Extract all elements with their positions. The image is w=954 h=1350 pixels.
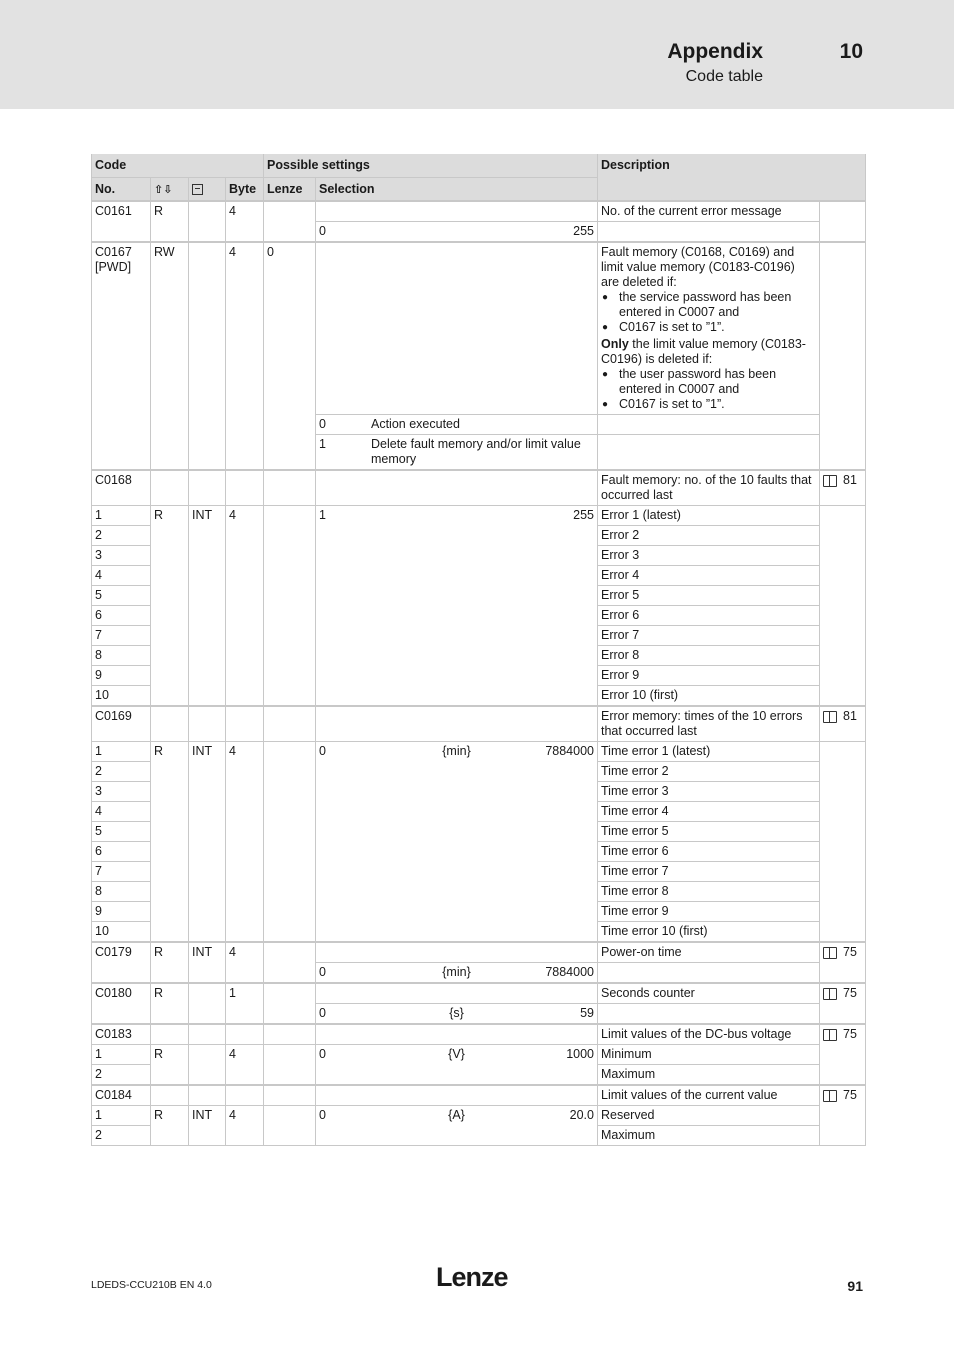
description: Fault memory: no. of the 10 faults that occurred last (598, 470, 820, 506)
description: Error 1 (latest) (598, 506, 820, 526)
table-row: 2 Error 2 (92, 526, 866, 546)
table-row (92, 742, 866, 762)
data-type: INT (189, 942, 226, 983)
col-header-save (189, 178, 226, 202)
selection-range: 0 {min} 7884000 (316, 742, 598, 943)
byte-size: 4 (226, 506, 264, 707)
subcode-number: 1 (92, 1106, 151, 1126)
col-header-description: Description (598, 154, 866, 201)
table-row (92, 1085, 866, 1106)
subcode-number: 2 (92, 1126, 151, 1146)
description: No. of the current error message (598, 201, 820, 222)
book-icon (823, 1029, 837, 1041)
table-row: 10 Error 10 (first) (92, 686, 866, 707)
data-type: INT (189, 506, 226, 707)
table-row: 3 Error 3 (92, 546, 866, 566)
page-number: 91 (847, 1278, 863, 1294)
table-row: 2 Time error 2 (92, 762, 866, 782)
access-rights: R (151, 942, 189, 983)
col-header-code: Code (92, 154, 264, 178)
book-icon (823, 711, 837, 723)
selection-range: 1 255 (316, 506, 598, 707)
access-rights: R (151, 1045, 189, 1086)
description: Limit values of the current value (598, 1085, 820, 1106)
table-row: 5 Time error 5 (92, 822, 866, 842)
table-row (92, 1106, 866, 1126)
table-row (92, 1045, 866, 1065)
access-rights: R (151, 201, 189, 242)
selection-range: 0 {V} 1000 (316, 1045, 598, 1086)
lenze-logo: Lenze (436, 1262, 508, 1292)
description: Maximum (598, 1126, 820, 1146)
col-header-lenze: Lenze (264, 178, 316, 202)
table-row: 8 Time error 8 (92, 882, 866, 902)
page-reference: 75 (820, 983, 866, 1024)
access-rights: RW (151, 242, 189, 470)
book-icon (823, 475, 837, 487)
header-band (0, 0, 954, 109)
byte-size: 4 (226, 201, 264, 242)
table-row: 5 Error 5 (92, 586, 866, 606)
description: Minimum (598, 1045, 820, 1065)
table-row: 6 Error 6 (92, 606, 866, 626)
byte-size: 1 (226, 983, 264, 1024)
access-rights: R (151, 1106, 189, 1146)
table-row: 10 Time error 10 (first) (92, 922, 866, 943)
code-number: C0180 (92, 983, 151, 1024)
table-row: 7 Time error 7 (92, 862, 866, 882)
selection-range: 0 {s} 59 (316, 1004, 598, 1025)
description: Reserved (598, 1106, 820, 1126)
description: Seconds counter (598, 983, 820, 1004)
access-rights: R (151, 742, 189, 943)
book-icon (823, 947, 837, 959)
table-row (92, 1024, 866, 1045)
table-row: 6 Time error 6 (92, 842, 866, 862)
selection-range: 0 {min} 7884000 (316, 963, 598, 984)
byte-size: 4 (226, 1106, 264, 1146)
selection-range: 0 {A} 20.0 (316, 1106, 598, 1146)
document-id: LDEDS-CCU210B EN 4.0 (91, 1279, 212, 1291)
table-row: 4 Error 4 (92, 566, 866, 586)
description: Fault memory (C0168, C0169) and limit value memory (C0183-C0196) are deleted if: ● the service password has been entered in C0007 and ● C0167 is set to ”1”. Only the limit value memory (C0183-C0196) is deleted if: ● the user password has been entered in C0007 and ● C0167 is set to ”1”. (598, 242, 820, 415)
up-down-arrows-icon: ⇧⇩ (154, 184, 173, 196)
page-reference: 75 (820, 942, 866, 983)
table-row: 3 Time error 3 (92, 782, 866, 802)
code-number: C0179 (92, 942, 151, 983)
table-row: 9 Error 9 (92, 666, 866, 686)
table-row (92, 706, 866, 742)
page-reference: 81 (820, 470, 866, 506)
code-number: C0167 [PWD] (92, 242, 151, 470)
page-reference: 81 (820, 706, 866, 742)
table-row (92, 506, 866, 526)
byte-size: 4 (226, 1045, 264, 1086)
code-number: C0168 (92, 470, 151, 506)
table-row (92, 242, 866, 415)
code-number: C0169 (92, 706, 151, 742)
data-type: INT (189, 742, 226, 943)
byte-size: 4 (226, 242, 264, 470)
access-rights: R (151, 983, 189, 1024)
description: Power-on time (598, 942, 820, 963)
book-icon (823, 1090, 837, 1102)
table-row: 9 Time error 9 (92, 902, 866, 922)
subcode-number: 2 (92, 1065, 151, 1086)
table-row (92, 983, 866, 1004)
page-reference: 75 (820, 1024, 866, 1085)
table-row: 4 Time error 4 (92, 802, 866, 822)
table-row (92, 942, 866, 963)
code-number: C0184 (92, 1085, 151, 1106)
page-reference: 75 (820, 1085, 866, 1146)
col-header-selection: Selection (316, 178, 598, 202)
col-header-rw (151, 178, 189, 202)
selection-range: 0 255 (316, 222, 598, 243)
byte-size: 4 (226, 742, 264, 943)
code-table (91, 154, 866, 1146)
table-row: 8 Error 8 (92, 646, 866, 666)
book-icon (823, 988, 837, 1000)
table-row (92, 470, 866, 506)
col-header-possible-settings: Possible settings (264, 154, 598, 178)
selection-option: 0 Action executed (316, 415, 598, 435)
description: Time error 1 (latest) (598, 742, 820, 762)
col-header-byte: Byte (226, 178, 264, 202)
code-number: C0183 (92, 1024, 151, 1045)
byte-size: 4 (226, 942, 264, 983)
description: Limit values of the DC-bus voltage (598, 1024, 820, 1045)
table-row: 7 Error 7 (92, 626, 866, 646)
description: Error memory: times of the 10 errors that occurred last (598, 706, 820, 742)
table-row (92, 201, 866, 222)
description: Maximum (598, 1065, 820, 1086)
subcode-number: 1 (92, 1045, 151, 1065)
chapter-title: Appendix (667, 40, 763, 63)
chapter-number: 10 (839, 40, 863, 63)
section-subtitle: Code table (685, 68, 763, 85)
subcode-number: 1 (92, 742, 151, 762)
data-type: INT (189, 1106, 226, 1146)
access-rights: R (151, 506, 189, 707)
selection-option: 1 Delete fault memory and/or limit value memory (316, 435, 598, 471)
save-icon (192, 184, 203, 195)
subcode-number: 1 (92, 506, 151, 526)
col-header-no: No. (92, 178, 151, 202)
lenze-default: 0 (264, 242, 316, 470)
code-number: C0161 (92, 201, 151, 242)
